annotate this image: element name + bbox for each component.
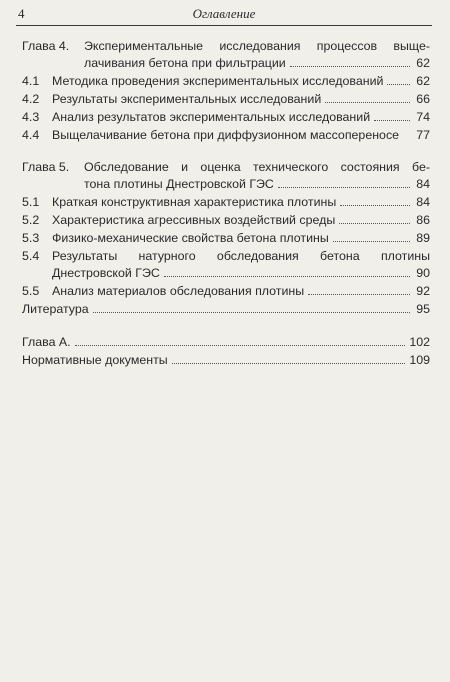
page-ref: 86 [416, 213, 430, 227]
dot-leader [278, 187, 410, 188]
section-title: Выщелачивание бетона при диффузионном массопереносе [52, 128, 400, 142]
dot-leader [93, 312, 410, 313]
section-title: Методика проведения экспериментальных исследований [52, 74, 384, 88]
dot-leader [308, 294, 410, 295]
toc-section-4-3[interactable] [22, 109, 430, 126]
toc-section-5-1[interactable] [22, 194, 430, 211]
chapter-number: Глава 5. [22, 160, 70, 174]
dot-leader [339, 223, 410, 224]
page-ref: 95 [416, 302, 430, 316]
dot-leader [387, 84, 410, 85]
normative-title: Нормативные документы [22, 353, 168, 367]
section-title: Характеристика агрессивных воздействий среды [52, 213, 336, 227]
section-number: 5.2 [22, 213, 40, 227]
toc-chapter-5[interactable] [22, 159, 430, 193]
page-ref: 84 [416, 177, 430, 191]
literature-title: Литература [22, 302, 89, 316]
appendix-title: Глава А. [22, 335, 71, 349]
toc-literature[interactable] [22, 301, 430, 318]
section-number: 4.4 [22, 128, 40, 142]
section-number: 5.1 [22, 195, 40, 209]
page-ref: 89 [416, 231, 430, 245]
dot-leader [164, 276, 410, 277]
section-title: Анализ материалов обследования плотины [52, 284, 305, 298]
toc-section-5-3[interactable] [22, 230, 430, 247]
section-number: 5.4 [22, 249, 40, 263]
dot-leader [290, 66, 410, 67]
page-ref: 92 [416, 284, 430, 298]
page-ref: 62 [416, 74, 430, 88]
chapter-title-line2: тона плотины Днестровской ГЭС [84, 177, 274, 191]
toc-section-4-2[interactable] [22, 91, 430, 108]
dot-leader [75, 345, 406, 346]
section-title: Анализ результатов экспериментальных исследований [52, 110, 371, 124]
page-ref: 102 [409, 335, 430, 349]
chapter-title-line2: лачивания бетона при фильтрации [84, 56, 286, 70]
section-title: Краткая конструктивная характеристика плотины [52, 195, 337, 209]
page-ref: 77 [416, 128, 430, 142]
toc-section-4-4[interactable] [22, 127, 430, 144]
toc-normative-documents[interactable] [22, 352, 430, 369]
toc-section-5-2[interactable] [22, 212, 430, 229]
page-ref: 90 [416, 266, 430, 280]
section-title: Физико-механические свойства бетона плотины [52, 231, 329, 245]
section-number: 4.1 [22, 74, 40, 88]
chapter-title-line1: Обследование и оценка технического состояния бе- [84, 160, 430, 174]
section-number: 4.2 [22, 92, 40, 106]
dot-leader [340, 205, 410, 206]
page-ref: 66 [416, 92, 430, 106]
page-ref: 109 [409, 353, 430, 367]
page-number: 4 [18, 6, 25, 21]
dot-leader [172, 363, 406, 364]
section-title-line1: Результаты натурного обследования бетона плотины [52, 249, 430, 263]
page-ref: 74 [416, 110, 430, 124]
dot-leader [333, 241, 410, 242]
toc-chapter-4[interactable] [22, 38, 430, 72]
section-title-line2: Днестровской ГЭС [52, 266, 160, 280]
section-title: Результаты экспериментальных исследований [52, 92, 322, 106]
section-number: 4.3 [22, 110, 40, 124]
table-of-contents [22, 38, 430, 370]
toc-section-5-5[interactable] [22, 283, 430, 300]
section-number: 5.5 [22, 284, 40, 298]
toc-section-4-1[interactable] [22, 73, 430, 90]
chapter-title-line1: Экспериментальные исследования процессов выще- [84, 39, 430, 53]
section-number: 5.3 [22, 231, 40, 245]
page-ref: 62 [416, 56, 430, 70]
page-ref: 84 [416, 195, 430, 209]
running-title: Оглавление [192, 6, 256, 21]
toc-appendix-a[interactable] [22, 334, 430, 351]
chapter-number: Глава 4. [22, 39, 70, 53]
dot-leader [374, 120, 410, 121]
dot-leader [325, 102, 410, 103]
toc-section-5-4[interactable] [22, 248, 430, 282]
running-header [16, 3, 432, 26]
